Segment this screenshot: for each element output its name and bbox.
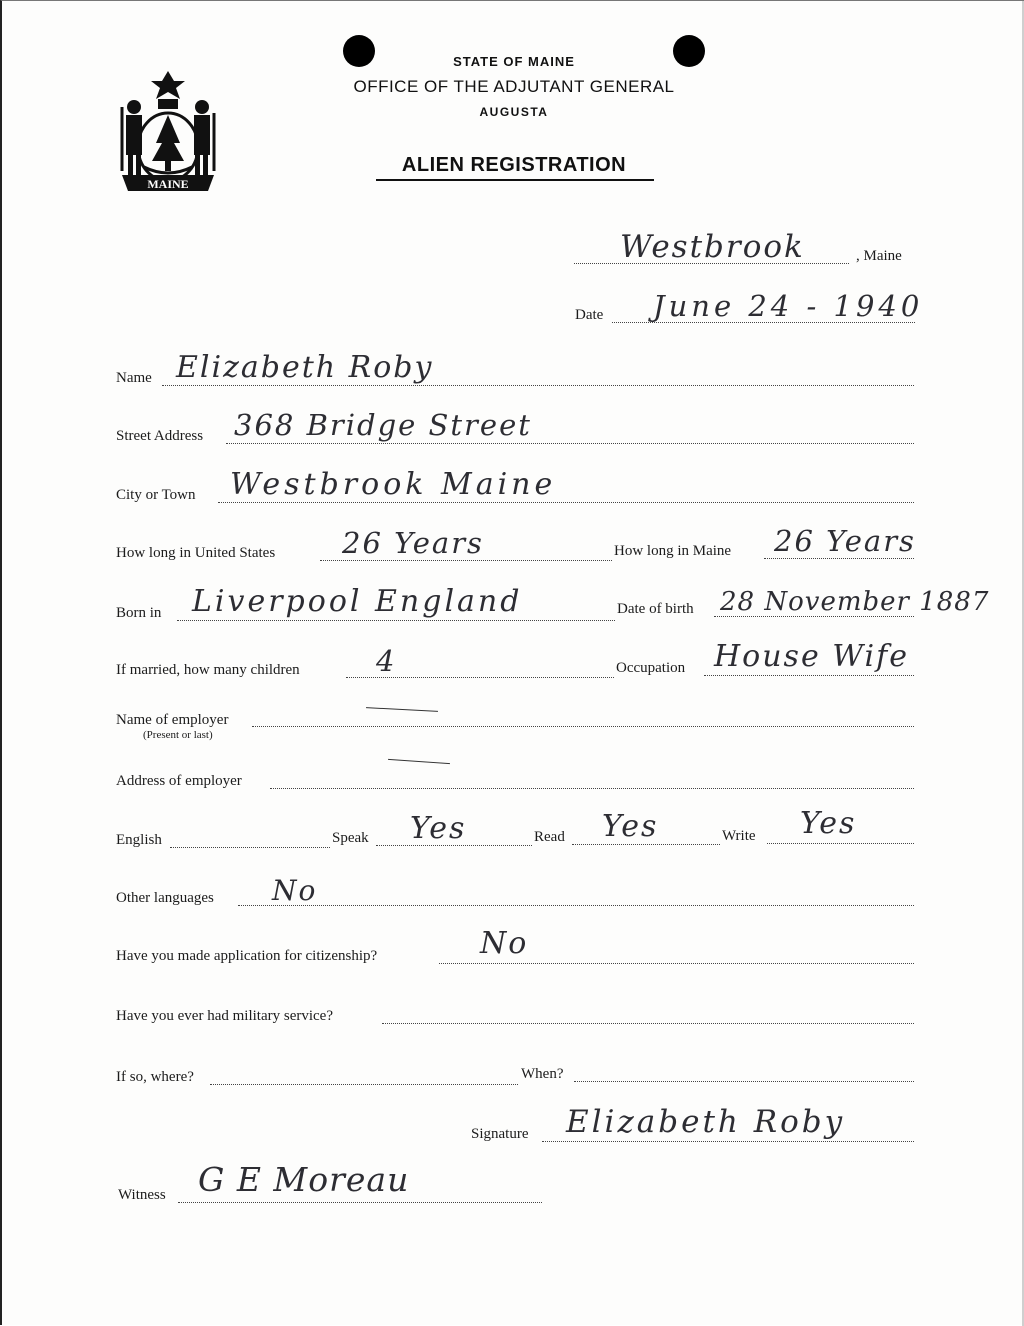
- seal-banner-text: MAINE: [147, 177, 189, 191]
- how-long-us-value: 26 Years: [342, 526, 484, 560]
- occupation-line: [704, 675, 914, 676]
- read-line: [572, 844, 720, 845]
- born-in-line: [177, 620, 615, 621]
- header-office: OFFICE OF THE ADJUTANT GENERAL: [353, 77, 675, 96]
- english-label: English: [116, 832, 162, 848]
- read-value: Yes: [602, 809, 659, 844]
- city-town-label: City or Town: [116, 487, 196, 503]
- children-value: 4: [376, 644, 397, 678]
- how-long-maine-value: 26 Years: [774, 524, 916, 558]
- military-line: [382, 1023, 914, 1024]
- street-address-line: [226, 443, 914, 444]
- witness-label: Witness: [118, 1187, 166, 1203]
- write-line: [767, 843, 914, 844]
- name-line: [162, 385, 914, 386]
- if-so-where-line: [210, 1084, 518, 1085]
- occupation-value: House Wife: [714, 639, 909, 674]
- date-of-birth-label: Date of birth: [617, 601, 694, 617]
- citizenship-label: Have you made application for citizenship?: [116, 948, 378, 964]
- english-line: [170, 847, 330, 848]
- write-value: Yes: [800, 806, 857, 841]
- speak-value: Yes: [410, 811, 467, 846]
- citizenship-line: [439, 963, 914, 964]
- name-value: Elizabeth Roby: [176, 350, 434, 385]
- how-long-us-line: [320, 560, 612, 561]
- other-languages-value: No: [272, 874, 318, 907]
- date-label: Date: [575, 307, 604, 323]
- city-town-value: Westbrook Maine: [230, 467, 557, 502]
- how-long-maine-label: How long in Maine: [614, 543, 732, 559]
- maine-state-seal-icon: [114, 67, 222, 195]
- employer-name-note: (Present or last): [143, 729, 213, 741]
- when-label: When?: [521, 1066, 564, 1082]
- title-underline: [376, 179, 654, 181]
- form-title: ALIEN REGISTRATION: [401, 154, 627, 176]
- employer-name-dash-mark: [366, 707, 438, 712]
- employer-address-dash-mark: [388, 759, 450, 764]
- born-in-label: Born in: [116, 605, 162, 621]
- signature-line: [542, 1141, 914, 1142]
- date-value: June 24 - 1940: [653, 289, 924, 323]
- military-label: Have you ever had military service?: [116, 1008, 333, 1024]
- maine-label: , Maine: [856, 248, 902, 264]
- signature-value: Elizabeth Roby: [566, 1104, 846, 1140]
- employer-address-line: [270, 788, 914, 789]
- write-label: Write: [722, 828, 756, 844]
- signature-label: Signature: [471, 1126, 529, 1142]
- occupation-label: Occupation: [616, 660, 686, 676]
- header-state: STATE OF MAINE: [453, 54, 575, 69]
- how-long-us-label: How long in United States: [116, 545, 276, 561]
- born-in-value: Liverpool England: [192, 584, 523, 619]
- witness-line: [178, 1202, 542, 1203]
- when-line: [574, 1081, 914, 1082]
- how-long-maine-line: [764, 558, 914, 559]
- place-value: Westbrook: [620, 229, 805, 265]
- street-address-value: 368 Bridge Street: [234, 408, 532, 442]
- header-city: AUGUSTA: [479, 105, 549, 119]
- street-address-label: Street Address: [116, 428, 204, 444]
- speak-label: Speak: [332, 830, 369, 846]
- punch-hole-left: [343, 35, 375, 67]
- punch-hole-right: [673, 35, 705, 67]
- name-label: Name: [116, 370, 152, 386]
- employer-name-line: [252, 726, 914, 727]
- if-so-where-label: If so, where?: [116, 1069, 194, 1085]
- read-label: Read: [534, 829, 565, 845]
- other-languages-label: Other languages: [116, 890, 214, 906]
- employer-address-label: Address of employer: [116, 773, 242, 789]
- city-town-line: [218, 502, 914, 503]
- date-of-birth-value: 28 November 1887: [720, 587, 990, 617]
- employer-name-label: Name of employer: [116, 712, 229, 728]
- witness-value: G E Moreau: [198, 1160, 410, 1199]
- citizenship-value: No: [480, 926, 529, 961]
- other-languages-line: [238, 905, 914, 906]
- children-label: If married, how many children: [116, 662, 300, 678]
